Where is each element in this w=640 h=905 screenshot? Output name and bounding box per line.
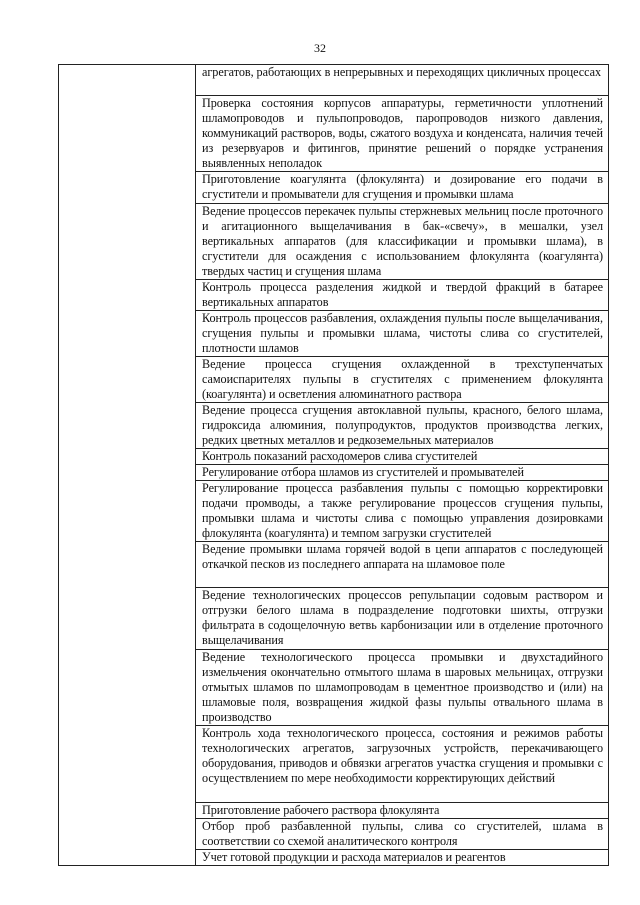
row-text: Контроль процессов разбавления, охлаждения пульпы после выщелачивания, сгущения пульпы и промывки шлама, чистоты слива со сгустителей, плотности шламов bbox=[202, 311, 603, 355]
page-number: 32 bbox=[314, 41, 326, 55]
row-text: Отбор проб разбавленной пульпы, слива со сгустителей, шлама в соответствии со схемой аналитического контроля bbox=[202, 819, 603, 848]
empty-left-cell bbox=[59, 65, 196, 866]
table-row bbox=[59, 65, 609, 96]
table-cell bbox=[196, 65, 609, 96]
table-cell bbox=[196, 449, 609, 465]
table-cell bbox=[196, 803, 609, 819]
table-cell bbox=[196, 588, 609, 650]
row-text: Ведение технологических процессов репульпации содовым раствором и отгрузки белого шлама в подразделение подготовки шихты, отгрузки фильтрата в содощелочную ветвь карбонизации или в отделение проточного выщелачивания bbox=[202, 588, 603, 647]
table-cell bbox=[196, 357, 609, 403]
row-text: Контроль хода технологического процесса, состояния и режимов работы технологических агрегатов, загрузочных устройств, перекачивающего оборудования, приводов и обвязки агрегатов участка сгущения и промывки с осуществлением по мере необходимости корректирующих действий bbox=[202, 726, 603, 785]
table-cell bbox=[196, 204, 609, 280]
table-cell bbox=[196, 819, 609, 850]
row-text: Регулирование процесса разбавления пульпы с помощью корректировки подачи промводы, а также регулирование процессов сгущения пульпы, промывки шлама и чистоты слива с помощью управления дозировками флокулянта (коагулянта) и темпом загрузки сгустителей bbox=[202, 481, 603, 540]
row-text: Приготовление коагулянта (флокулянта) и дозирование его подачи в сгустители и промыватели для сгущения и промывки шлама bbox=[202, 172, 603, 201]
row-text: агрегатов, работающих в непрерывных и переходящих цикличных процессах bbox=[202, 65, 602, 79]
labor-functions-table bbox=[58, 64, 609, 866]
row-text: Ведение процесса сгущения охлажденной в трехступенчатых самоиспарителях пульпы в сгустителях с применением флокулянта (коагулянта) и осветления алюминатного раствора bbox=[202, 357, 603, 401]
row-text: Регулирование отбора шламов из сгустителей и промывателей bbox=[202, 465, 524, 479]
row-text: Ведение процессов перекачек пульпы стержневых мельниц после проточного и агитационного выщелачивания в бак-«свечу», в мешалки, узел вертикальных аппаратов (для классификации и промывки шлама), в сгустители для осаждения с использованием флокулянта (коагулянта) твердых частиц и сгущения шлама bbox=[202, 204, 603, 278]
table-cell bbox=[196, 542, 609, 588]
row-text: Ведение технологического процесса промывки и двухстадийного измельчения окончательно отмытого шлама в шаровых мельницах, отгрузки отмытых шламов по шламопроводам в цементное производство и (или) на шламовые поля, возвращения жидкой фазы пульпы отвального шлама в производство bbox=[202, 650, 603, 724]
row-text: Ведение процесса сгущения автоклавной пульпы, красного, белого шлама, гидроксида алюминия, полупродуктов, продуктов производства легких, редких цветных металлов и редкоземельных материалов bbox=[202, 403, 603, 447]
table-cell bbox=[196, 96, 609, 172]
table-cell bbox=[196, 650, 609, 726]
row-text: Контроль процесса разделения жидкой и твердой фракций в батарее вертикальных аппаратов bbox=[202, 280, 603, 309]
table-cell bbox=[196, 481, 609, 542]
row-text: Контроль показаний расходомеров слива сгустителей bbox=[202, 449, 478, 463]
table-cell bbox=[196, 172, 609, 204]
row-text: Приготовление рабочего раствора флокулянта bbox=[202, 803, 440, 817]
table-cell bbox=[196, 726, 609, 803]
table-cell bbox=[196, 311, 609, 357]
table-cell bbox=[196, 850, 609, 866]
table-cell bbox=[196, 280, 609, 311]
row-text: Учет готовой продукции и расхода материалов и реагентов bbox=[202, 850, 506, 864]
row-text: Проверка состояния корпусов аппаратуры, герметичности уплотнений шламопроводов и пульпопроводов, паропроводов низкого давления, коммуникаций растворов, воды, сжатого воздуха и конденсата, наличия течей из резервуаров и фитингов, принятие решений о порядке устранения выявленных неполадок bbox=[202, 96, 603, 170]
table-cell bbox=[196, 465, 609, 481]
table-cell bbox=[196, 403, 609, 449]
row-text: Ведение промывки шлама горячей водой в цепи аппаратов с последующей откачкой песков из последнего аппарата на шламовое поле bbox=[202, 542, 603, 571]
